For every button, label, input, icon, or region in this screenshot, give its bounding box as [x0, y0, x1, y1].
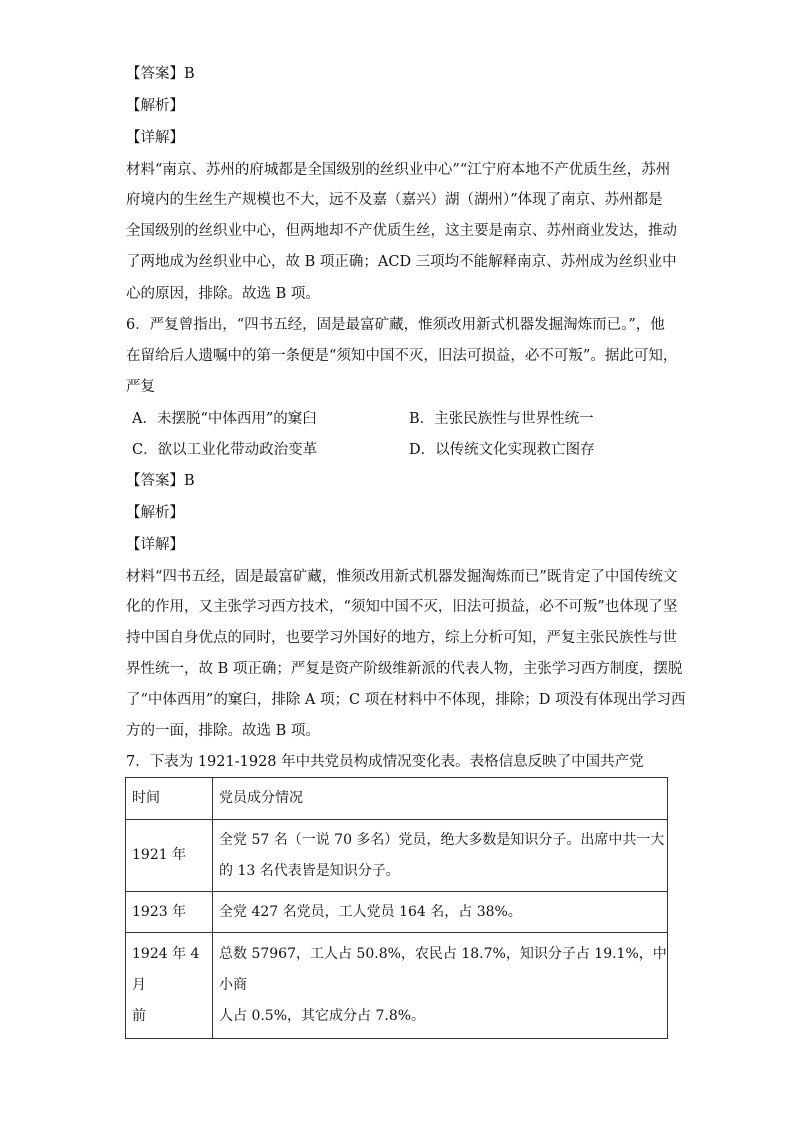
party-composition-table — [125, 777, 668, 1039]
row-composition — [213, 820, 668, 892]
q6-detail-line: 了“中体西用”的窠臼，排除 A 项；C 项在材料中不体现，排除；D 项没有体现出学习西 — [126, 692, 686, 708]
row-composition — [213, 892, 668, 933]
q6-detail-line: 材料“四书五经，固是最富矿藏，惟须改用新式机器发掘淘炼而已”既肯定了中国传统文 — [126, 569, 678, 585]
row-year-line: 前 — [132, 1008, 146, 1024]
q7-stem: 7．下表为 1921-1928 年中共党员构成情况变化表。表格信息反映了中国共产党 — [126, 754, 644, 770]
q6-option-d: D．以传统文化实现救亡图存 — [409, 442, 595, 458]
q6-detail-heading: 【详解】 — [126, 537, 184, 553]
table-header-row — [126, 778, 668, 820]
q6-detail-line: 持中国自身优点的同时，也要学习外国好的地方，综上分析可知，严复主张民族性与世 — [126, 630, 677, 646]
q5-detail-heading: 【详解】 — [126, 130, 184, 146]
row-text-line: 人占 0.5%，其它成分占 7.8%。 — [219, 1008, 426, 1024]
q5-detail-line: 全国级别的丝织业中心，但两地却不产优质生丝，这主要是南京、苏州商业发达，推动 — [126, 223, 677, 239]
q6-stem-line: 严复 — [126, 379, 155, 395]
q6-option-c: C．欲以工业化带动政治变革 — [132, 442, 318, 458]
q5-detail-line: 材料“南京、苏州的府城都是全国级别的丝织业中心”“江宁府本地不产优质生丝，苏州 — [126, 162, 671, 178]
q6-answer: 【答案】B — [126, 473, 195, 489]
table-row — [126, 892, 668, 933]
row-year: 1923 年 — [126, 892, 213, 933]
q6-analysis-heading: 【解析】 — [126, 505, 184, 521]
q5-detail-line: 府境内的生丝生产规模也不大，远不及嘉（嘉兴）湖（湖州）”体现了南京、苏州都是 — [126, 192, 663, 208]
header-composition: 党员成分情况 — [213, 778, 668, 820]
row-composition — [213, 933, 668, 1039]
table-row — [126, 933, 668, 1039]
row-text-line: 全党 427 名党员，工人党员 164 名，占 38%。 — [219, 903, 522, 920]
q6-detail-line: 方的一面，排除。故选 B 项。 — [126, 723, 320, 739]
q6-option-b: B．主张民族性与世界性统一 — [409, 411, 594, 427]
q6-stem-line: 6．严复曾指出，“四书五经，固是最富矿藏，惟须改用新式机器发掘淘炼而已。”，他 — [126, 317, 665, 333]
q5-answer: 【答案】B — [126, 66, 195, 82]
row-year — [126, 933, 213, 1039]
row-text-line: 总数 57967，工人占 50.8%，农民占 18.7%，知识分子占 19.1%，中小商 — [219, 946, 667, 993]
q6-detail-line: 界性统一，故 B 项正确；严复是资产阶级维新派的代表人物，主张学习西方制度，摆脱 — [126, 661, 683, 677]
row-year: 1921 年 — [126, 820, 213, 892]
header-time: 时间 — [126, 778, 213, 820]
row-text-line: 全党 57 名（一说 70 多名）党员，绝大多数是知识分子。出席中共一大 — [219, 831, 665, 848]
q6-stem-line: 在留给后人遗嘱中的第一条便是“须知中国不灭，旧法可损益，必不可叛”。据此可知， — [126, 348, 678, 364]
row-year-line: 1924 年 4 月 — [132, 946, 200, 993]
q6-detail-line: 化的作用，又主张学习西方技术，“须知中国不灭，旧法可损益，必不可叛”也体现了坚 — [126, 599, 678, 615]
q5-detail-line: 心的原因，排除。故选 B 项。 — [126, 286, 320, 302]
row-text-line: 的 13 名代表皆是知识分子。 — [219, 862, 400, 879]
table-row — [126, 820, 668, 892]
q5-analysis-heading: 【解析】 — [126, 98, 184, 114]
q6-option-a: A．未摆脱“中体西用”的窠臼 — [132, 411, 317, 427]
q5-detail-line: 了两地成为丝织业中心，故 B 项正确；ACD 三项均不能解释南京、苏州成为丝织业中 — [126, 254, 677, 270]
